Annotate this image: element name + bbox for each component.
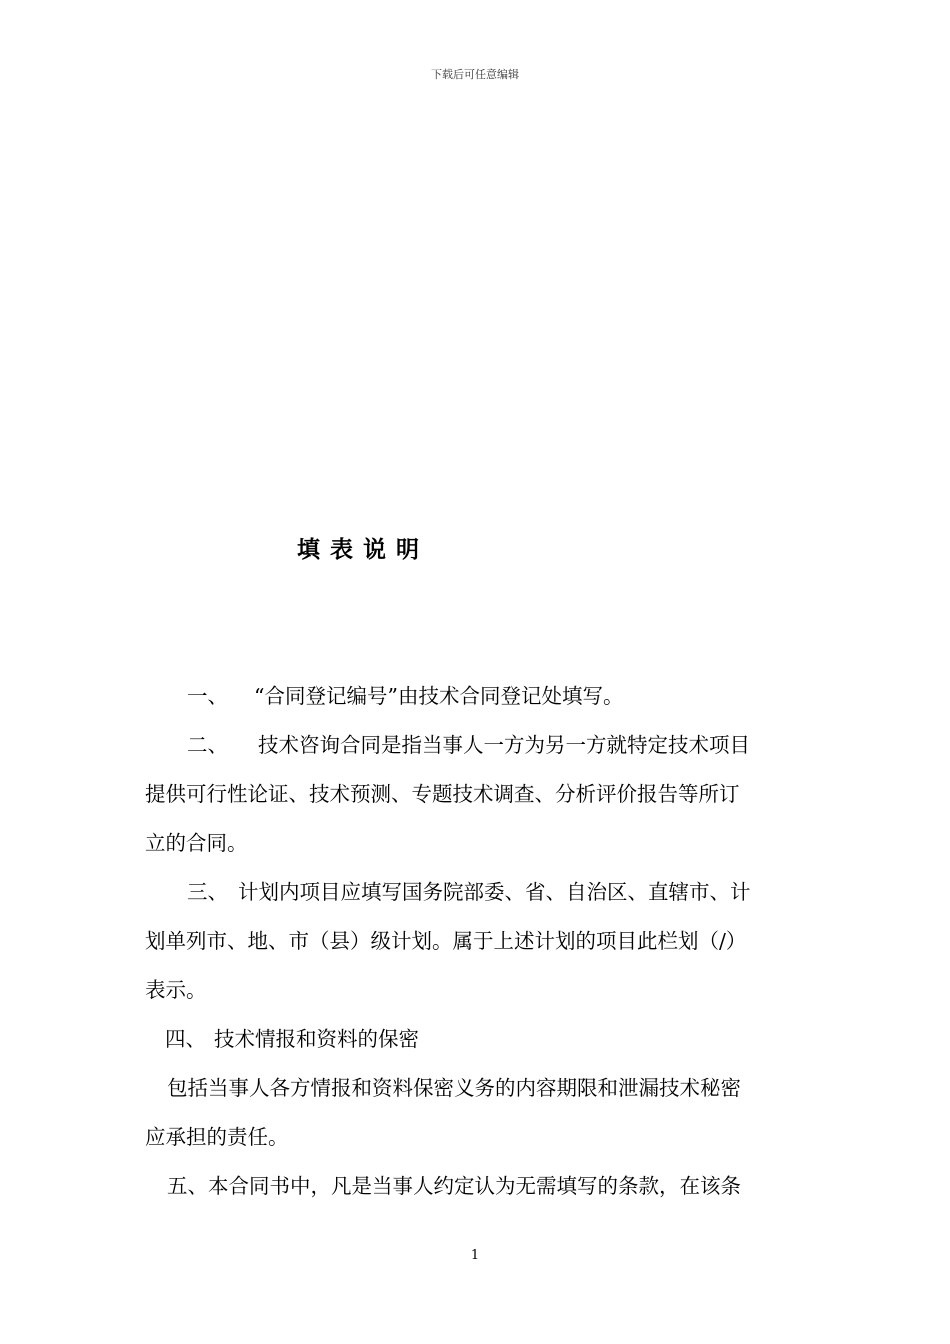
item-2-number: 二、 bbox=[187, 733, 228, 757]
item-4-detail-line-1: 包括当事人各方情报和资料保密义务的内容期限和泄漏技术秘密 bbox=[167, 1076, 741, 1100]
item-3-line-2: 划单列市、地、市（县）级计划。属于上述计划的项目此栏划（/） bbox=[145, 929, 747, 953]
item-3-number: 三、 bbox=[187, 880, 228, 904]
item-2-line-1 bbox=[145, 721, 810, 770]
item-4 bbox=[145, 1015, 810, 1064]
header-note: 下载后可任意编辑 bbox=[431, 68, 519, 81]
item-1 bbox=[145, 672, 810, 721]
document-title: 填表说明 bbox=[297, 537, 429, 563]
page-number: 1 bbox=[470, 1248, 480, 1263]
item-1-text: “合同登记编号”由技术合同登记处填写。 bbox=[254, 684, 624, 708]
item-5-line-1: 五、本合同书中，凡是当事人约定认为无需填写的条款，在该条 bbox=[167, 1174, 741, 1198]
item-4-detail-line-2: 应承担的责任。 bbox=[145, 1125, 289, 1149]
instructions-body bbox=[145, 672, 810, 1211]
item-4-text: 技术情报和资料的保密 bbox=[214, 1027, 419, 1051]
item-2-line-2: 提供可行性论证、技术预测、专题技术调查、分析评价报告等所订 bbox=[145, 782, 740, 806]
item-4-number: 四、 bbox=[165, 1027, 206, 1051]
item-1-number: 一、 bbox=[187, 684, 228, 708]
item-3-line-3: 表示。 bbox=[145, 978, 207, 1002]
item-3-line-1 bbox=[145, 868, 810, 917]
item-2-text-line-1: 技术咨询合同是指当事人一方为另一方就特定技术项目 bbox=[258, 733, 750, 757]
item-3-text-line-1: 计划内项目应填写国务院部委、省、自治区、直辖市、计 bbox=[238, 880, 751, 904]
item-2-line-3: 立的合同。 bbox=[145, 831, 248, 855]
